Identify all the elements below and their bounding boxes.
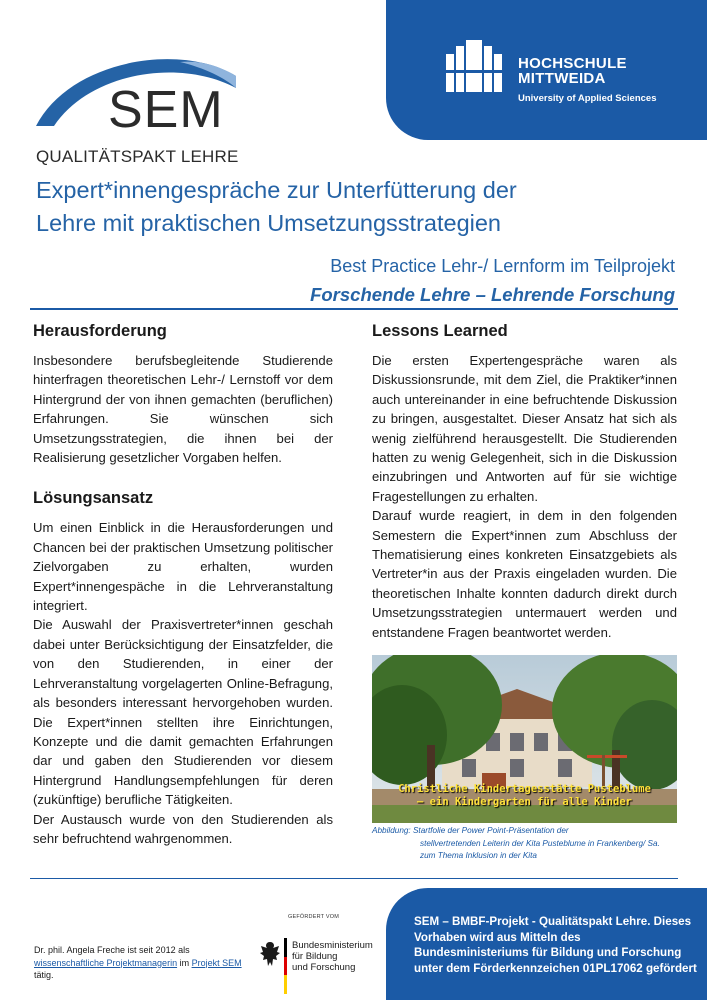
paragraph-loesungsansatz-2: Die Auswahl der Praxisvertreter*innen geschah dabei unter Berücksichtigung der Einsatzfelder, die von den Studierenden, in einer der Lehrveranstaltung vorgelagerten Online-Befragung, als besonders interessant hervorgehoben wurden. Die Expert*innen stellten ihre Einrichtungen, Konzepte und die damit gemachten Erfahrungen dar und gaben den Studierenden vor diesem Hintergrund Handlungsempfehlungen für deren (zukünftige) berufliche Tätigkeiten. (33, 617, 333, 808)
title-divider (30, 308, 678, 310)
heading-lessons-learned: Lessons Learned (372, 322, 508, 340)
subtitle: Best Practice Lehr-/ Lernform im Teilprojekt (330, 256, 675, 276)
page-title: Expert*innengespräche zur Unterfütterung der Lehre mit praktischen Umsetzungsstrategien (36, 177, 517, 236)
photo-overlay-text: Christliche Kindertagesstätte Pusteblume – ein Kindergarten für alle Kinder (398, 783, 651, 808)
paragraph-loesungsansatz-3: Der Austausch wurde von den Studierenden als sehr befruchtend wahrgenommen. (33, 811, 333, 846)
link-wissenschaftliche-projektmanagerin[interactable]: wissenschaftliche Projektmanagerin (34, 957, 178, 968)
hochschule-name: HOCHSCHULE MITTWEIDA (518, 55, 627, 87)
funding-info-block (386, 888, 707, 1000)
hochschule-mittweida-logo (446, 40, 502, 92)
hochschule-subtitle: University of Applied Sciences (518, 93, 657, 104)
paragraph-loesungsansatz-1: Um einen Einblick in die Herausforderungen und Chancen bei der praktischen Umsetzung politischer Zielvorgaben zu erhalten, wurden Expert*innengespäche in die Lehrveranstaltung integriert. (33, 520, 333, 614)
hochschule-header-block (386, 0, 707, 140)
sem-logo-subtitle: QUALITÄTSPAKT LEHRE (36, 147, 239, 166)
kita-photo (372, 655, 677, 823)
paragraph-herausforderung: Insbesondere berufsbegleitende Studierende hinterfragen theoretischen Lehr-/ Lernstoff vor dem Hintergrund der von ihnen gemachten (beruflichen) Erfahrungen. Sie wünschen sich Umsetzungsstrategien, die ihnen bei der Realisierung gesetzlicher Vorgaben helfen. (33, 353, 333, 466)
photo-caption: Abbildung: Startfolie der Power Point-Präsentation der stellvertretenden Leiterin der Kita Pusteblume in Frankenberg/ Sa. zum Thema Inklusion in der Kita (372, 826, 660, 860)
subtitle-project: Forschende Lehre – Lehrende Forschung (310, 284, 675, 305)
paragraph-lessons-2: Darauf wurde reagiert, in dem in den folgenden Semestern die Expert*innen zum Abschluss der Thematisierung eines konkreten Einsatzgebiets als Vertreter*in aus der Praxis eingeladen wurden. Die theoretischen Inhalte konnten dadurch direkt durch Umsetzungsstrategien untermauert werden und entstandene Fragen beantwortet werden. (372, 508, 677, 640)
bundesadler-icon (258, 940, 282, 970)
right-column (372, 322, 677, 642)
heading-herausforderung: Herausforderung (33, 322, 167, 340)
funded-by-label: GEFÖRDERT VOM (288, 914, 339, 920)
heading-loesungsansatz: Lösungsansatz (33, 489, 154, 508)
paragraph-lessons-1: Die ersten Expertengespräche waren als Diskussionsrunde, mit dem Ziel, die Praktiker*innen auch untereinander in eine befruchtende Diskussion zu bringen, ausgestaltet. Dieser Ansatz hat sich als wenig zielführend herausgestellt. Die Studierenden hatten zu wenig Gelegenheit, sich in die Diskussion einzubringen und Antworten auf für sie wichtige Fragestellungen zu erhalten. (372, 353, 677, 504)
funding-text: SEM – BMBF-Projekt - Qualitätspakt Lehre. Dieses Vorhaben wird aus Mitteln des Bundesministeriums für Bildung und Forschung unter dem Förderkennzeichen 01PL17062 gefördert (414, 915, 697, 975)
footer-divider (30, 878, 678, 879)
german-flag-bar (284, 938, 287, 994)
link-projekt-sem[interactable]: Projekt SEM (191, 957, 242, 968)
left-column (33, 322, 333, 848)
bmbf-name: Bundesministerium für Bildung und Forschung (292, 940, 373, 973)
sem-logo-text: SEM (108, 81, 224, 139)
author-note: Dr. phil. Angela Freche ist seit 2012 als wissenschaftliche Projektmanagerin im Projekt SEM tätig. (34, 945, 242, 980)
